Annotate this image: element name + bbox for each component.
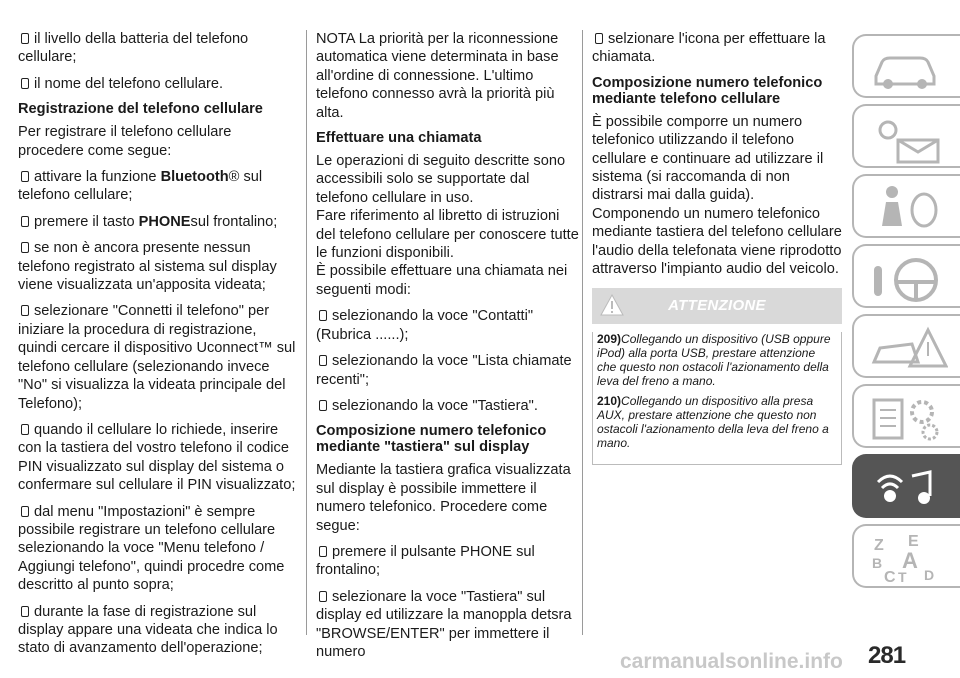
list-item: attivare la funzione Bluetooth® sul telefono cellulare; [18,169,263,204]
warning-triangle-icon [600,294,624,316]
checkbox-bullet-icon [595,33,603,44]
checkbox-bullet-icon [21,171,29,182]
list-item: selzionare l'icona per effettuare la chiamata. [592,31,826,66]
watermark: carmanualsonline.info [620,650,843,673]
list-item: selezionando la voce "Contatti" (Rubrica ......); [316,308,534,343]
column-2 [316,30,582,669]
checkbox-bullet-icon [21,242,29,253]
intro-text: Per registrare il telefono cellulare procedere come segue: [18,124,232,159]
checkbox-bullet-icon [21,305,29,316]
warning-car-icon[interactable] [852,314,960,378]
paragraph: Mediante la tastiera grafica visualizzata sul display è possibile immettere il numero telefonico. Procedere come segue: [316,462,571,534]
car-icon[interactable] [852,34,960,98]
note-text: NOTA La priorità per la riconnessione automatica viene determinata in base all'ordine di connessione. L'ultimo telefono connesso avrà la priorità più alta. [316,31,559,121]
list-item: selezionando la voce "Lista chiamate recenti"; [316,353,572,388]
column-divider [306,30,307,635]
checkbox-bullet-icon [319,400,327,411]
column-1 [18,30,298,666]
dashboard-lights-icon[interactable] [852,104,960,168]
section-heading: Effettuare una chiamata [316,130,482,147]
paragraph: È possibile comporre un numero telefonico utilizzando il telefono cellulare e continuare ad utilizzare il sistema (si raccomanda di non distrarsi mai dalla guida). [592,113,824,204]
list-item: selezionare la voce "Tastiera" sul display ed utilizzare la manoppla detsra "BROWSE/ENTER" per immettere il numero [316,588,572,660]
section-heading: Composizione numero telefonico mediante "tastiera" sul display [316,423,547,456]
checkbox-bullet-icon [319,591,327,602]
index-letter: T [898,569,907,584]
warning-box [592,332,842,465]
page-number: 281 [868,642,906,669]
checkbox-bullet-icon [21,424,29,435]
index-letter: E [908,533,919,550]
checkbox-bullet-icon [21,78,29,89]
list-item: dal menu "Impostazioni" è sempre possibile registrare un telefono cellulare selezionando la voce "Menu telefono / Aggiungi telefono", quindi procedre come descritto al punto sopra; [18,503,285,594]
section-heading: Composizione numero telefonico mediante telefono cellulare [592,74,823,107]
list-item: selezionando la voce "Tastiera". [316,397,582,415]
multimedia-icon[interactable] [852,454,960,518]
checkbox-bullet-icon [319,546,327,557]
steering-wheel-icon[interactable] [852,244,960,308]
list-item: durante la fase di registrazione sul display appare una videata che indica lo stato di avanzamento dell'operazione; [18,603,278,657]
checkbox-bullet-icon [21,216,29,227]
index-letter: D [924,567,935,583]
warning-header [592,288,842,324]
warning-note: 210)Collegando un dispositivo alla presa AUX, prestare attenzione che questo non ostacoli l'azionamento della leva del freno a mano. [597,394,829,451]
index-letter: B [872,555,883,571]
list-item: quando il cellulare lo richiede, inserire con la tastiera del vostro telefono il codice PIN visualizzato sul display del sistema o confermare sul cellulare il PIN visualizzato; [18,421,296,494]
index-letter: Z [874,537,884,554]
list-item: premere il pulsante PHONE sul frontalino; [316,543,535,579]
checkbox-bullet-icon [21,506,29,517]
section-heading: Registrazione del telefono cellulare [18,101,263,118]
list-item: il livello della batteria del telefono cellulare; [18,31,249,66]
list-item: il nome del telefono cellulare. [18,75,298,93]
seatbelt-airbag-icon[interactable] [852,174,960,238]
paragraph: Componendo un numero telefonico mediante tastiera del telefono cellulare l'audio della telefonata viene riprodotto attraverso l'impianto audio del veicolo. [592,205,842,278]
index-letter: A [902,548,918,573]
warning-note: 209)Collegando un dispositivo (USB oppure iPod) alla porta USB, prestare attenzione che questo non ostacoli l'azionamento della leva del freno a mano. [597,332,831,389]
list-item: selezionare "Connetti il telefono" per iniziare la procedura di registrazione, quindi cercare il dispositivo Uconnect™ sul telefono cellulare (selezionando invece "No" si visualizza la videata principale del Telefono); [18,303,296,412]
paragraph: Fare riferimento al libretto di istruzioni del telefono cellulare per conoscere tutte le funzioni disponibili. [316,208,579,262]
paragraph: È possibile effettuare una chiamata nei seguenti modi: [316,263,568,298]
index-icon[interactable] [852,524,960,588]
paragraph: Le operazioni di seguito descritte sono accessibili solo se supportate dal telefono cellulare in uso. [316,153,566,206]
list-item: se non è ancora presente nessun telefono registrato al sistema sul display viene visualizzata un'apposita videata; [18,240,277,294]
checkbox-bullet-icon [319,355,327,366]
warning-title: ATTENZIONE [668,297,766,315]
column-divider [582,30,583,635]
list-item: premere il tasto PHONEsul frontalino; [18,213,298,231]
checkbox-bullet-icon [319,310,327,321]
index-letter: C [884,569,896,584]
column-3 [592,30,842,465]
checkbox-bullet-icon [21,33,29,44]
maintenance-icon[interactable] [852,384,960,448]
checkbox-bullet-icon [21,606,29,617]
